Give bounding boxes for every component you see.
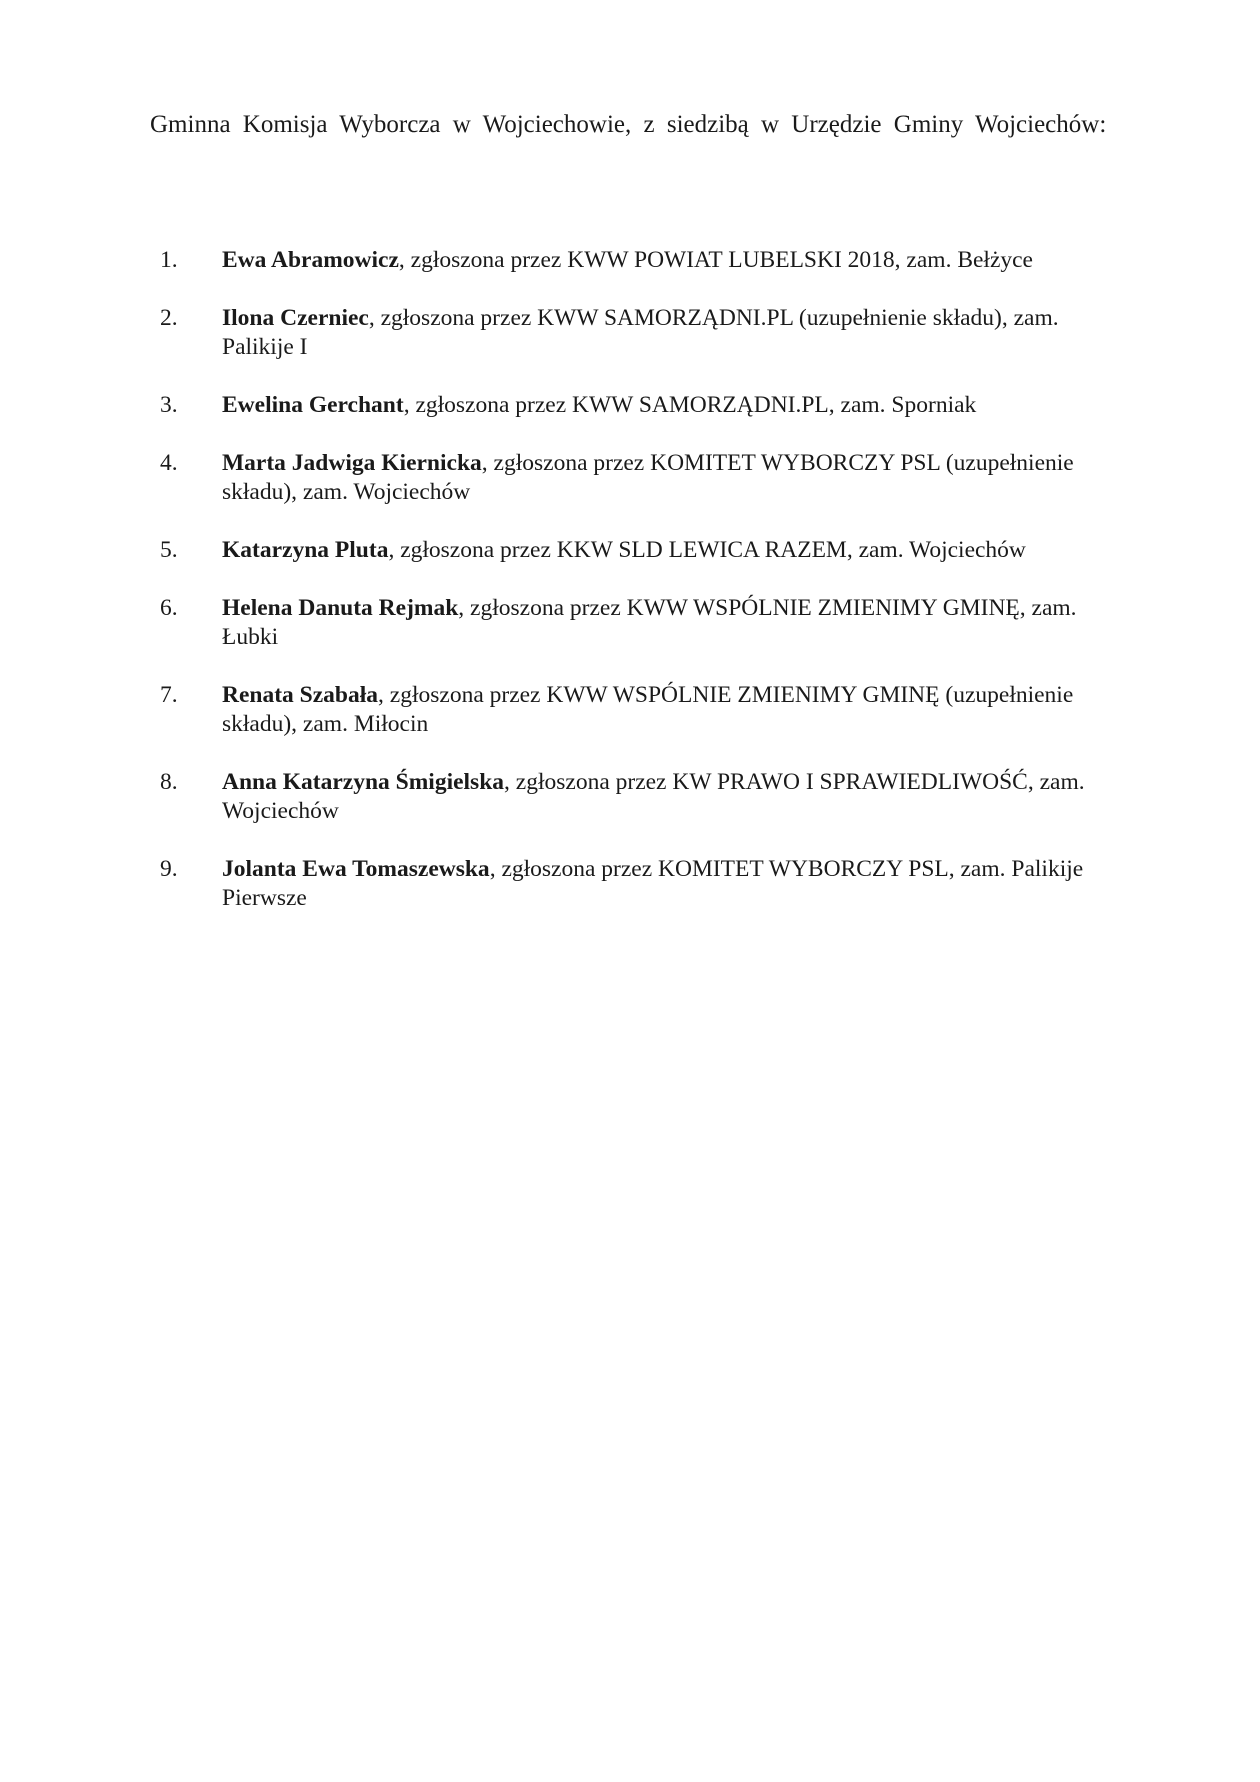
- item-number: 5.: [160, 537, 178, 563]
- list-item: [150, 391, 1115, 420]
- member-name: Katarzyna Pluta: [222, 537, 389, 563]
- member-details: , zgłoszona przez KKW SLD LEWICA RAZEM, zam. Wojciechów: [388, 537, 1026, 563]
- members-list: [150, 246, 1115, 942]
- list-item: [150, 304, 1115, 362]
- member-name: Renata Szabała: [222, 682, 379, 708]
- item-text: [222, 304, 1102, 362]
- member-details: , zgłoszona przez KWW WSPÓLNIE ZMIENIMY GMINĘ (uzupełnienie składu), zam. Miłocin: [222, 682, 1074, 737]
- item-number: 3.: [160, 392, 178, 418]
- member-name: Helena Danuta Rejmak: [222, 595, 459, 621]
- item-text: [222, 246, 1102, 275]
- member-name: Ilona Czerniec: [222, 305, 369, 331]
- item-number: 9.: [160, 856, 178, 882]
- item-text: [222, 855, 1102, 913]
- commission-heading: Gminna Komisja Wyborcza w Wojciechowie, z siedzibą w Urzędzie Gminy Wojciechów:: [150, 111, 1107, 138]
- item-number: 8.: [160, 769, 178, 795]
- member-name: Ewelina Gerchant: [222, 392, 404, 418]
- member-name: Ewa Abramowicz: [222, 247, 399, 273]
- member-details: , zgłoszona przez KWW SAMORZĄDNI.PL, zam. Sporniak: [403, 392, 977, 418]
- item-text: [222, 391, 1102, 420]
- list-item: [150, 681, 1115, 739]
- item-number: 6.: [160, 595, 178, 621]
- list-item: [150, 536, 1115, 565]
- item-text: [222, 536, 1102, 565]
- member-name: Marta Jadwiga Kiernicka: [222, 450, 482, 476]
- item-text: [222, 681, 1102, 739]
- list-item: [150, 768, 1115, 826]
- list-item: [150, 246, 1115, 275]
- member-details: , zgłoszona przez KW PRAWO I SPRAWIEDLIWOŚĆ, zam. Wojciechów: [222, 769, 1085, 824]
- item-text: [222, 449, 1102, 507]
- item-text: [222, 594, 1102, 652]
- member-details: , zgłoszona przez KOMITET WYBORCZY PSL (uzupełnienie składu), zam. Wojciechów: [222, 450, 1074, 505]
- member-name: Anna Katarzyna Śmigielska: [222, 769, 505, 795]
- item-number: 7.: [160, 682, 178, 708]
- member-name: Jolanta Ewa Tomaszewska: [222, 856, 490, 882]
- member-details: , zgłoszona przez KWW WSPÓLNIE ZMIENIMY GMINĘ, zam. Łubki: [222, 595, 1077, 650]
- member-details: , zgłoszona przez KWW POWIAT LUBELSKI 2018, zam. Bełżyce: [398, 247, 1033, 273]
- item-number: 4.: [160, 450, 178, 476]
- item-text: [222, 768, 1102, 826]
- item-number: 1.: [160, 247, 178, 273]
- list-item: [150, 449, 1115, 507]
- member-details: , zgłoszona przez KWW SAMORZĄDNI.PL (uzupełnienie składu), zam. Palikije I: [222, 305, 1059, 360]
- list-item: [150, 855, 1115, 913]
- member-details: , zgłoszona przez KOMITET WYBORCZY PSL, zam. Palikije Pierwsze: [222, 856, 1084, 911]
- list-item: [150, 594, 1115, 652]
- item-number: 2.: [160, 305, 178, 331]
